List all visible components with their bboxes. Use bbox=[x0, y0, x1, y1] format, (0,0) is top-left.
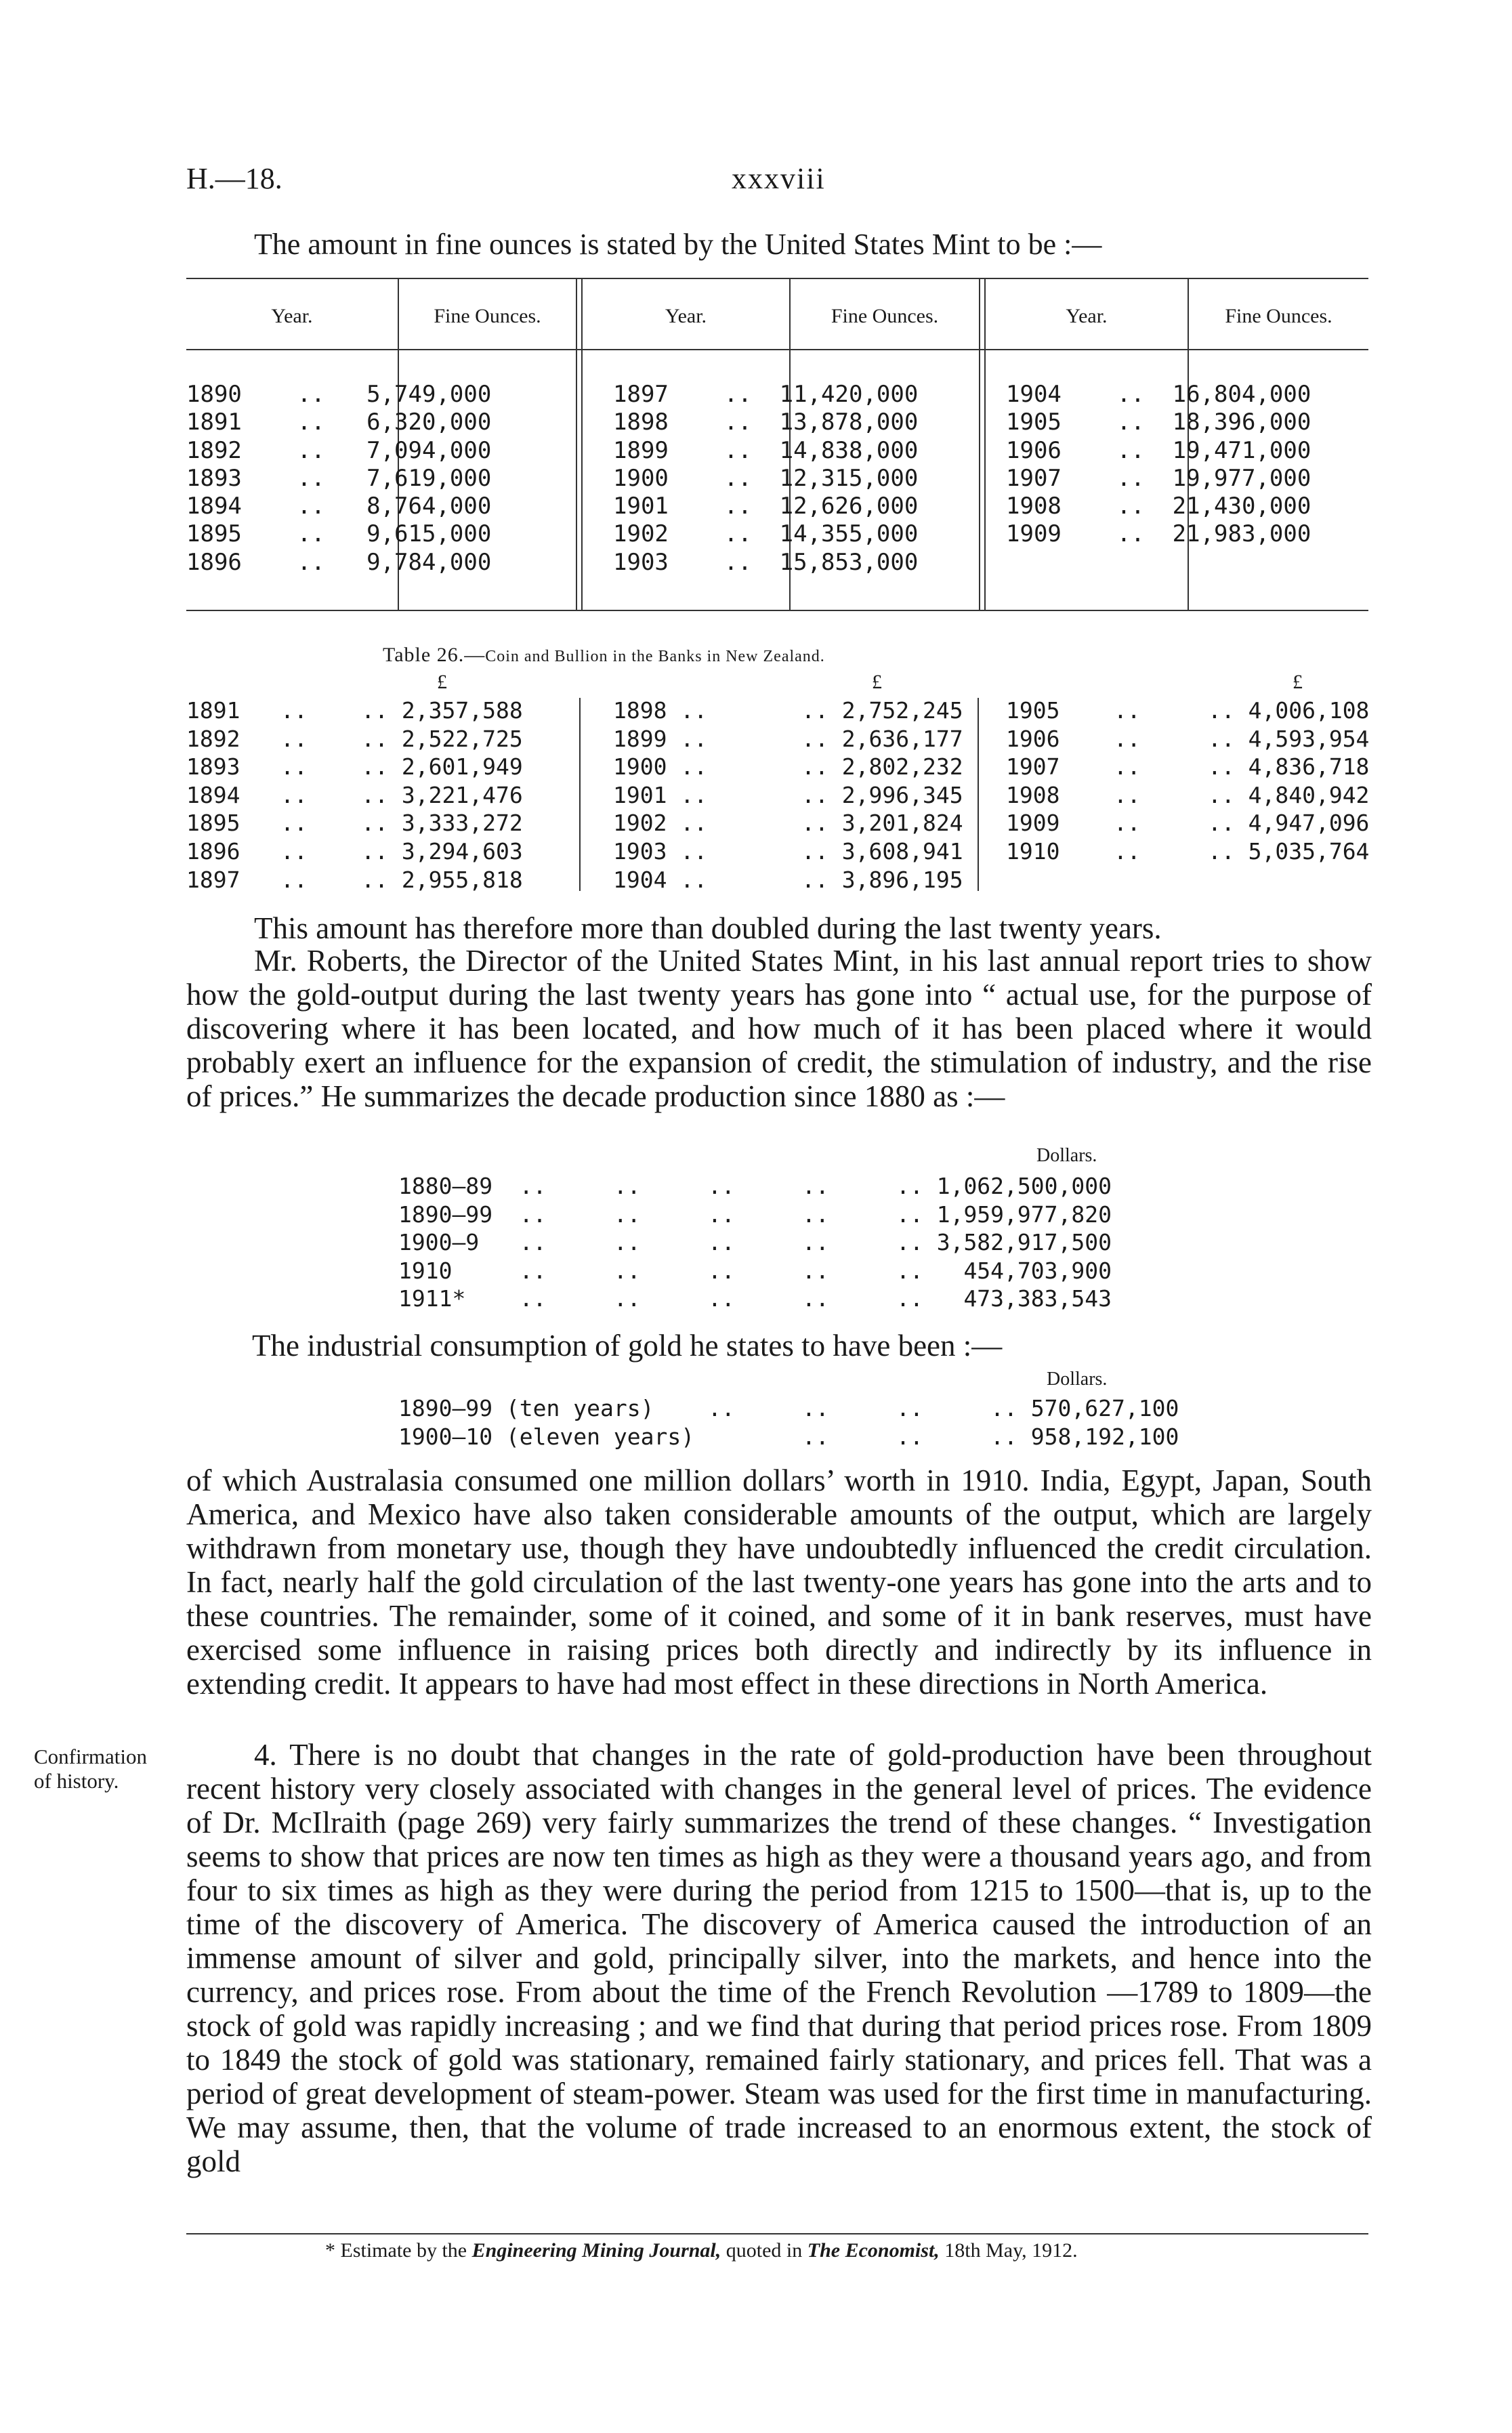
production-list: 1880–89 .. .. .. .. .. 1,062,500,000 1890–99 .. .. .. .. .. 1,959,977,820 1900–9 .. .. .. .. .. 3,582,917,500 1910 .. .. .. .. .. 454,703,900 1911* .. .. .. .. .. 473,383,543 bbox=[398, 1173, 1112, 1312]
margin-note-line: of history. bbox=[34, 1769, 119, 1793]
table-bottom-rule bbox=[186, 610, 1368, 611]
header-year: Year. bbox=[271, 305, 313, 327]
fine-ounces-column-3: 1904 .. 16,804,000 1905 .. 18,396,000 1906 .. 19,471,000 1907 .. 19,977,000 1908 .. 21,430,000 1909 .. 21,983,000 bbox=[1006, 381, 1311, 548]
currency-symbol: £ bbox=[437, 671, 447, 693]
bullion-column-2: 1898 .. .. 2,752,245 1899 .. .. 2,636,177 1900 .. .. 2,802,232 1901 .. .. 2,996,345 1902 .. .. 3,201,824 1903 .. .. 3,608,941 1904 .. .. 3,896,195 bbox=[613, 697, 963, 893]
column-divider bbox=[576, 278, 583, 610]
paragraph-australasia: of which Australasia consumed one million dollars’ worth in 1910. India, Egypt, Japan, South America, and Mexico have also taken considerable amounts of the output, which are largely withdrawn from monetary use, though they have undoubtedly influenced the credit circulation. In fact, nearly half the gold circulation of the last twenty-one years has gone into the arts and to these countries. The remainder, some of it coined, and some of it in bank reserves, must have exercised some influence in raising prices both directly and indirectly by its influence in extending credit. It appears to have had most effect in these directions in North America. bbox=[186, 1463, 1372, 1701]
consumption-intro: The industrial consumption of gold he states to have been :— bbox=[252, 1329, 1003, 1363]
footnote-text: quoted in bbox=[721, 2239, 807, 2262]
paragraph-doubled: This amount has therefore more than doubled during the last twenty years. bbox=[254, 911, 1162, 945]
header-fine-ounces: Fine Ounces. bbox=[831, 305, 939, 327]
footnote-paper: The Economist, bbox=[807, 2239, 940, 2262]
fine-ounces-column-1: 1890 .. 5,749,000 1891 .. 6,320,000 1892 .. 7,094,000 1893 .. 7,619,000 1894 .. 8,764,000 1895 .. 9,615,000 1896 .. 9,784,000 bbox=[186, 381, 492, 576]
footnote bbox=[325, 2239, 1078, 2262]
consumption-unit: Dollars. bbox=[1047, 1369, 1108, 1390]
currency-symbol: £ bbox=[872, 671, 882, 693]
header-year: Year. bbox=[665, 305, 707, 327]
header-fine-ounces: Fine Ounces. bbox=[1225, 305, 1332, 327]
page-number: xxxviii bbox=[732, 162, 826, 195]
currency-symbol: £ bbox=[1293, 671, 1303, 693]
column-divider bbox=[579, 698, 581, 891]
bank-bullion-table bbox=[186, 671, 1368, 894]
margin-note bbox=[34, 1745, 147, 1793]
table-top-rule bbox=[186, 278, 1368, 279]
intro-sentence: The amount in fine ounces is stated by the United States Mint to be :— bbox=[254, 228, 1102, 261]
table-26-caption: Coin and Bullion in the Banks in New Zealand. bbox=[485, 648, 825, 665]
bullion-column-3: 1905 .. .. 4,006,108 1906 .. .. 4,593,954 1907 .. .. 4,836,718 1908 .. .. 4,840,942 1909 .. .. 4,947,096 1910 .. .. 5,035,764 bbox=[1006, 697, 1370, 865]
footnote-text: * Estimate by the bbox=[325, 2239, 472, 2262]
production-unit: Dollars. bbox=[1036, 1145, 1097, 1166]
bullion-column-1: 1891 .. .. 2,357,588 1892 .. .. 2,522,725 1893 .. .. 2,601,949 1894 .. .. 3,221,476 1895 .. .. 3,333,272 1896 .. .. 3,294,603 1897 .. .. 2,955,818 bbox=[186, 697, 523, 893]
margin-note-line: Confirmation bbox=[34, 1745, 148, 1768]
footnote-journal: Engineering Mining Journal, bbox=[471, 2239, 721, 2262]
fine-ounces-table bbox=[186, 278, 1368, 610]
table-26-title bbox=[383, 644, 825, 667]
header-fine-ounces: Fine Ounces. bbox=[434, 305, 541, 327]
paragraph-roberts: Mr. Roberts, the Director of the United States Mint, in his last annual report tries to show how the gold-output during the last twenty years has gone into “ actual use, for the purpose of discovering where it has been located, and how much of it has been placed where it would probably exert an influence for the expansion of credit, the stimulation of industry, and the rise of prices.” He summarizes the decade production since 1880 as :— bbox=[186, 944, 1372, 1113]
fine-ounces-column-2: 1897 .. 11,420,000 1898 .. 13,878,000 1899 .. 14,838,000 1900 .. 12,315,000 1901 .. 12,626,000 1902 .. 14,355,000 1903 .. 15,853,000 bbox=[613, 381, 919, 576]
column-divider bbox=[978, 698, 979, 891]
page-code: H.—18. bbox=[186, 162, 282, 195]
table-header-rule bbox=[186, 349, 1368, 350]
paragraph-confirmation: 4. There is no doubt that changes in the rate of gold-production have been throughout recent history very closely associated with changes in the general level of prices. The evidence of Dr. McIlraith (page 269) very fairly summarizes the trend of these changes. “ Investigation seems to show that prices are now ten times as high as they were a thousand years ago, and from four to six times as high as they were during the period from 1215 to 1500—that is, up to the time of the discovery of America. The discovery of America caused the introduction of an immense amount of silver and gold, principally silver, into the markets, and hence into the currency, and prices rose. From about the time of the French Revolution —1789 to 1809—the stock of gold was rapidly increasing ; and we find that during that period prices rose. From 1809 to 1849 the stock of gold was stationary, remained fairly stationary, and prices fell. That was a period of great development of steam-power. Steam was used for the first time in manufacturing. We may assume, then, that the volume of trade increased to an enormous extent, the stock of gold bbox=[186, 1738, 1372, 2178]
footnote-text: 18th May, 1912. bbox=[939, 2239, 1078, 2262]
consumption-list: 1890–99 (ten years) .. .. .. .. 570,627,100 1900–10 (eleven years) .. .. .. 958,192,100 bbox=[398, 1395, 1179, 1450]
column-divider bbox=[979, 278, 986, 610]
footnote-rule bbox=[186, 2233, 1368, 2234]
header-year: Year. bbox=[1066, 305, 1108, 327]
table-26-label: Table 26.— bbox=[383, 644, 486, 666]
